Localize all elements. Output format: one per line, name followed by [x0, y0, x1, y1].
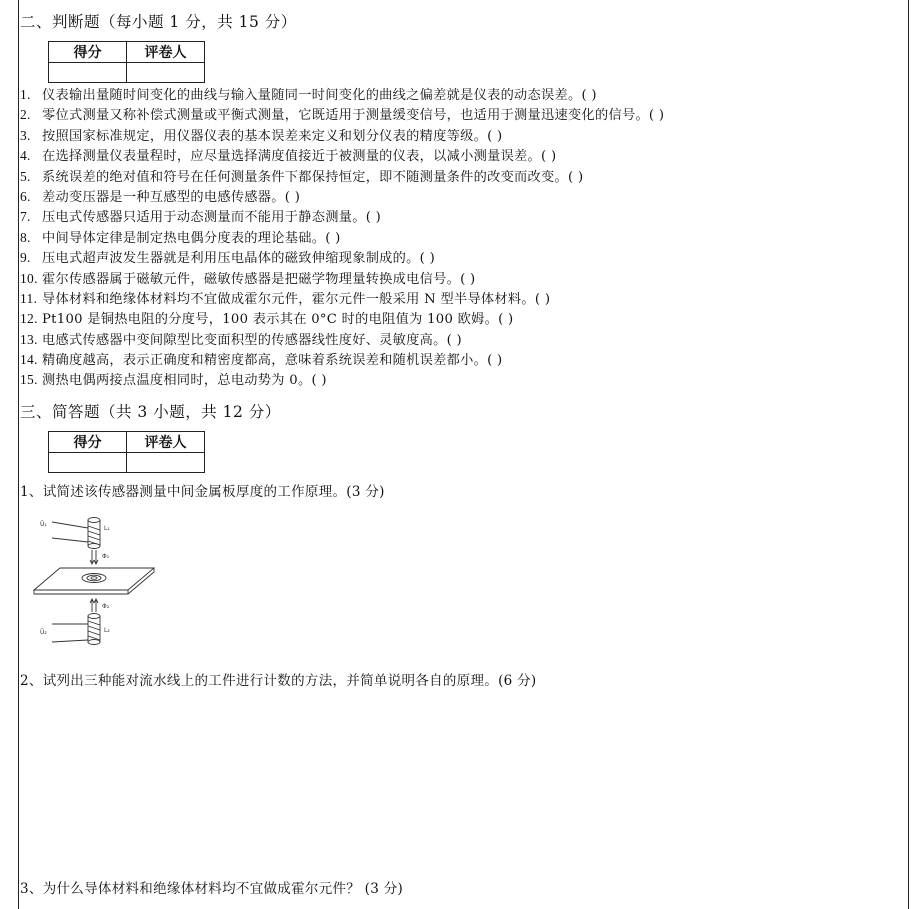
- top-coil-top-ellipse: [88, 518, 100, 523]
- question-item: [20, 289, 664, 309]
- label-u1: Ū₁: [40, 521, 47, 528]
- question-text: 在选择测量仪表量程时，应尽量选择满度值接近于被测量的仪表，以减小测量误差。( ): [42, 149, 557, 165]
- question-number: 2.: [20, 107, 31, 123]
- grader-cell[interactable]: [127, 63, 205, 83]
- question-number: 3.: [20, 127, 31, 143]
- question-item: [20, 146, 664, 166]
- question-text: 霍尔传感器属于磁敏元件，磁敏传感器是把磁学物理量转换成电信号。( ): [42, 271, 476, 287]
- question-text: 中间导体定律是制定热电偶分度表的理论基础。( ): [42, 230, 341, 246]
- bottom-coil-windings: [88, 621, 100, 640]
- eddy-ring-inner: [87, 575, 101, 581]
- question-text: 系统误差的绝对值和符号在任何测量条件下都保持恒定，即不随测量条件的改变而改变。( ): [42, 169, 584, 185]
- question-number: 7.: [20, 209, 31, 225]
- question-number: 1.: [20, 87, 31, 102]
- question-item: [20, 269, 664, 289]
- label-l1: L₁: [104, 525, 110, 532]
- score-cell[interactable]: [49, 63, 127, 83]
- section-2-score-table: [48, 41, 205, 83]
- label-l2: L₂: [104, 627, 110, 634]
- eddy-ring-core: [91, 577, 97, 580]
- label-phi2: Φ₂: [102, 603, 110, 610]
- bottom-wire-2: [52, 640, 88, 642]
- score-header: 得分: [49, 42, 127, 63]
- question-text: 差动变压器是一种互感型的电感传感器。( ): [42, 189, 301, 205]
- question-number: 8.: [20, 229, 31, 245]
- bottom-coil-bottom-ellipse: [88, 640, 100, 645]
- question-text: 测热电偶两接点温度相同时，总电动势为 0。( ): [42, 373, 327, 389]
- question-item: [20, 167, 664, 187]
- question-text: 压电式超声波发生器就是利用压电晶体的磁致伸缩现象制成的。( ): [42, 251, 436, 267]
- question-item: [20, 248, 664, 268]
- section-3-title: 三、简答题（共 3 小题，共 12 分）: [20, 403, 281, 421]
- top-wire-1: [52, 522, 88, 528]
- question-item: [20, 126, 664, 146]
- question-number: 9.: [20, 250, 31, 266]
- flux-arrows-top: [90, 550, 98, 564]
- flux-arrows-bottom: [90, 599, 98, 612]
- question-item: [20, 350, 664, 370]
- question-item: [20, 309, 664, 329]
- question-text: 导体材料和绝缘体材料均不宜做成霍尔元件，霍尔元件一般采用 N 型半导体材料。( ): [42, 291, 551, 307]
- top-coil-windings: [88, 526, 100, 545]
- short-answer-question-1: 1、试简述该传感器测量中间金属板厚度的工作原理。(3 分): [20, 484, 385, 500]
- grader-header: 评卷人: [127, 432, 205, 453]
- question-item: [20, 228, 664, 248]
- short-answer-question-2: 2、试列出三种能对流水线上的工件进行计数的方法，并简单说明各自的原理。(6 分): [20, 673, 537, 689]
- right-margin-line: [908, 0, 909, 909]
- question-number: 14.: [20, 352, 38, 368]
- true-false-question-list: [20, 85, 664, 391]
- score-cell[interactable]: [49, 453, 127, 473]
- label-u2: Ū₂: [40, 629, 47, 636]
- question-number: 13.: [20, 331, 38, 347]
- score-header: 得分: [49, 432, 127, 453]
- question-text: 仪表输出量随时间变化的曲线与输入量随同一时间变化的曲线之偏差就是仪表的动态误差。( ): [42, 88, 597, 103]
- section-3-score-table: [48, 431, 205, 473]
- eddy-current-sensor-figure: [22, 508, 162, 656]
- question-text: 按照国家标准规定，用仪器仪表的基本误差来定义和划分仪表的精度等级。( ): [42, 128, 503, 144]
- question-text: Pt100 是铜热电阻的分度号，100 表示其在 0°C 时的电阻值为 100 欧姆。( ): [42, 312, 514, 328]
- question-item: [20, 187, 664, 207]
- grader-cell[interactable]: [127, 453, 205, 473]
- question-item: [20, 207, 664, 227]
- top-wire-2: [52, 538, 88, 542]
- question-number: 6.: [20, 188, 31, 204]
- question-number: 10.: [20, 270, 38, 286]
- bottom-coil-top-ellipse: [88, 614, 100, 619]
- question-number: 11.: [20, 290, 38, 306]
- question-text: 精确度越高，表示正确度和精密度都高，意味着系统误差和随机误差都小。( ): [42, 353, 503, 369]
- question-item: [20, 105, 664, 125]
- grader-header: 评卷人: [127, 42, 205, 63]
- question-number: 15.: [20, 372, 38, 388]
- question-item: [20, 330, 664, 350]
- short-answer-question-3: 3、为什么导体材料和绝缘体材料均不宜做成霍尔元件？ (3 分): [20, 881, 404, 897]
- question-number: 5.: [20, 168, 31, 184]
- question-text: 电感式传感器中变间隙型比变面积型的传感器线性度好、灵敏度高。( ): [42, 332, 463, 348]
- question-number: 12.: [20, 311, 38, 327]
- question-item: [20, 85, 664, 105]
- section-2-title: 二、判断题（每小题 1 分，共 15 分）: [20, 13, 297, 31]
- question-text: 压电式传感器只适用于动态测量而不能用于静态测量。( ): [42, 210, 382, 226]
- left-margin-line: [18, 0, 19, 909]
- question-text: 零位式测量又称补偿式测量或平衡式测量，它既适用于测量缓变信号，也适用于测量迅速变化的信号。( ): [42, 108, 665, 124]
- question-number: 4.: [20, 148, 31, 164]
- question-item: [20, 370, 664, 390]
- label-phi1: Φ₁: [102, 553, 110, 560]
